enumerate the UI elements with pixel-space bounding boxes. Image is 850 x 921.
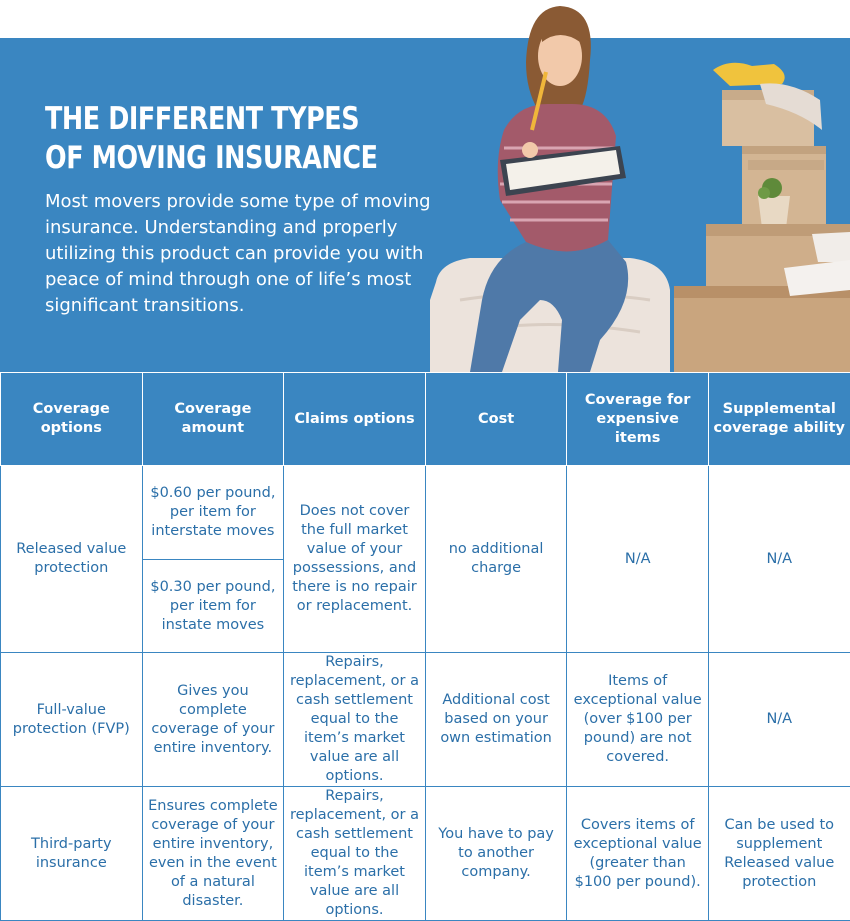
cell-option: Third-party insurance: [1, 787, 143, 921]
cell-amount: Gives you complete coverage of your entire inventory.: [142, 653, 284, 787]
cell-claims: Repairs, replacement, or a cash settlement equal to the item’s market value are all options.: [284, 787, 426, 921]
table-header-row: [1, 373, 850, 466]
table-row: [1, 466, 850, 560]
page-title: THE DIFFERENT TYPES OF MOVING INSURANCE: [45, 101, 378, 176]
insurance-comparison-table: [0, 372, 850, 921]
cell-option: Full-value protection (FVP): [1, 653, 143, 787]
cell-claims: Does not cover the full market value of your possessions, and there is no repair or replacement.: [284, 466, 426, 653]
cell-cost: You have to pay to another company.: [425, 787, 567, 921]
header-coverage-options: Coverage options: [1, 373, 143, 466]
cell-expensive: Items of exceptional value (over $100 per pound) are not covered.: [567, 653, 709, 787]
header-cost: Cost: [425, 373, 567, 466]
cell-cost: Additional cost based on your own estimation: [425, 653, 567, 787]
cell-expensive: Covers items of exceptional value (greater than $100 per pound).: [567, 787, 709, 921]
cell-amount: $0.30 per pound, per item for instate moves: [142, 560, 284, 653]
header-claims-options: Claims options: [284, 373, 426, 466]
header-coverage-amount: Coverage amount: [142, 373, 284, 466]
cell-supplemental: Can be used to supplement Released value protection: [708, 787, 850, 921]
moving-boxes-illustration: [674, 63, 850, 372]
cell-amount: Ensures complete coverage of your entire inventory, even in the event of a natural disaster.: [142, 787, 284, 921]
cell-option: Released value protection: [1, 466, 143, 653]
hero-photo: [430, 0, 850, 372]
cell-amount: $0.60 per pound, per item for interstate moves: [142, 466, 284, 560]
cell-claims: Repairs, replacement, or a cash settlement equal to the item’s market value are all options.: [284, 653, 426, 787]
table-row: [1, 787, 850, 921]
header-expensive-items: Coverage for expensive items: [567, 373, 709, 466]
table-row: [1, 653, 850, 787]
cell-cost: no additional charge: [425, 466, 567, 653]
header-supplemental: Supplemental coverage ability: [708, 373, 850, 466]
hero-banner: [0, 0, 850, 372]
intro-paragraph: Most movers provide some type of moving insurance. Understanding and properly utilizing this product can provide you with peace of mind through one of life’s most significant transitions.: [45, 191, 431, 316]
cell-expensive: N/A: [567, 466, 709, 653]
cell-supplemental: N/A: [708, 653, 850, 787]
cell-supplemental: N/A: [708, 466, 850, 653]
